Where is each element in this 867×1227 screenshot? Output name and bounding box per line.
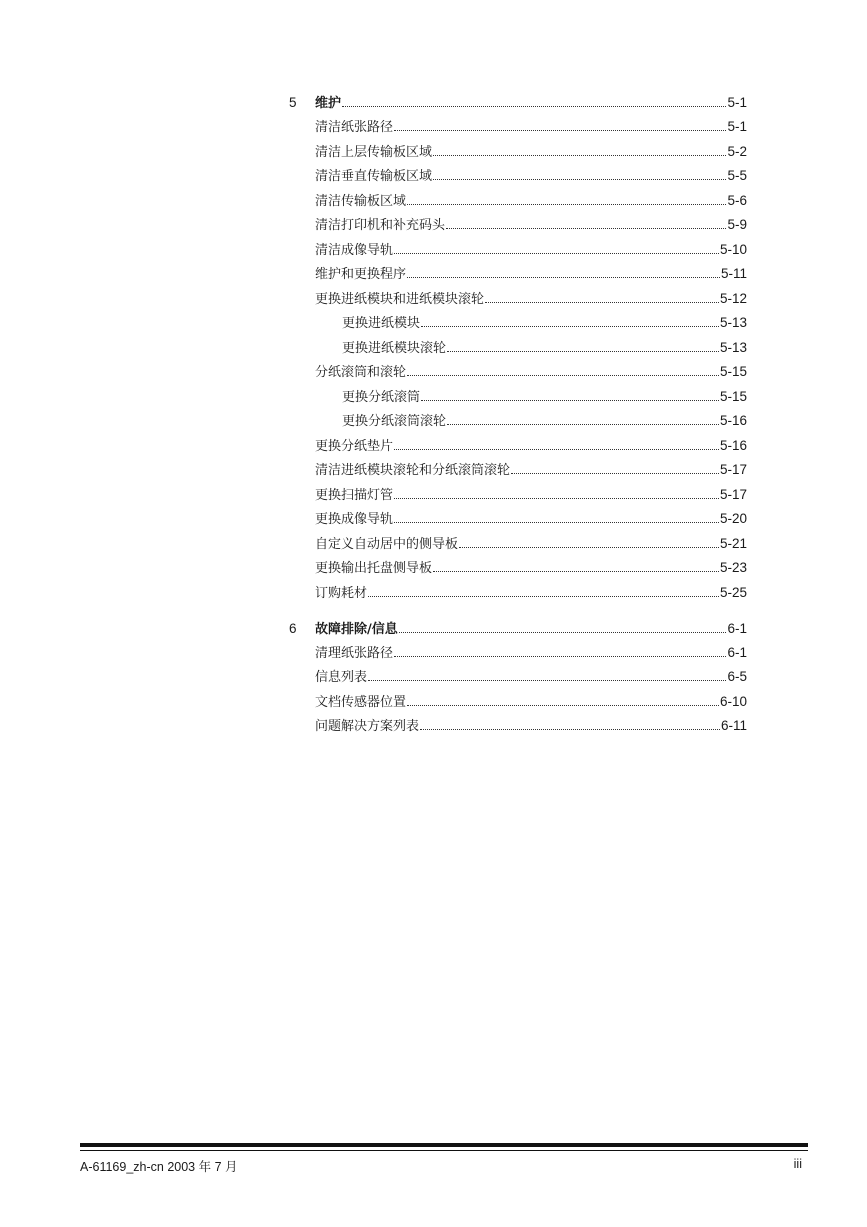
toc-entry[interactable] [315, 558, 747, 578]
toc-entry-page: 5-2 [727, 144, 747, 159]
toc-entry-title: 更换扫描灯管 [315, 488, 394, 503]
toc-entry-page: 5-9 [727, 217, 747, 232]
toc-entry-page: 5-21 [719, 536, 747, 551]
toc-entry-page: 5-5 [727, 168, 747, 183]
toc-entry-title: 自定义自动居中的侧导板 [315, 537, 459, 552]
toc-entry[interactable] [315, 142, 747, 162]
toc-entry-title: 故障排除/信息 [315, 622, 398, 637]
toc-entry-page: 6-11 [720, 718, 747, 733]
dot-leader [368, 595, 719, 597]
toc-entry[interactable] [315, 117, 747, 137]
toc-entry-title: 清洁纸张路径 [315, 120, 394, 135]
toc-subentry[interactable] [342, 338, 747, 358]
toc-entry-title: 分纸滚筒和滚轮 [315, 365, 407, 380]
toc-entry-page: 5-17 [719, 462, 747, 477]
dot-leader [485, 301, 719, 303]
chapter-number: 6 [289, 621, 297, 636]
toc-entry-page: 5-16 [719, 438, 747, 453]
toc-entry-title: 更换进纸模块和进纸模块滚轮 [315, 292, 485, 307]
footer-rule-thin [80, 1150, 808, 1151]
dot-leader [407, 374, 719, 376]
toc-entry-title: 维护 [315, 96, 342, 111]
toc-entry-page: 5-15 [719, 389, 747, 404]
toc-subentry[interactable] [342, 313, 747, 333]
toc-entry-title: 更换分纸滚筒 [342, 390, 421, 405]
toc-entry[interactable] [315, 362, 747, 382]
toc-entry-title: 清理纸张路径 [315, 646, 394, 661]
toc-entry-page: 5-10 [719, 242, 747, 257]
toc-entry[interactable] [315, 509, 747, 529]
toc-entry-page: 5-13 [719, 340, 747, 355]
toc-chapter-heading[interactable] [315, 93, 747, 113]
toc-entry[interactable] [315, 166, 747, 186]
dot-leader [368, 679, 726, 681]
dot-leader [433, 154, 726, 156]
toc-entry[interactable] [315, 692, 747, 712]
toc-entry-title: 清洁打印机和补充码头 [315, 218, 446, 233]
toc-entry[interactable] [315, 716, 747, 736]
toc-entry-title: 维护和更换程序 [315, 267, 407, 282]
toc-entry-title: 清洁垂直传输板区域 [315, 169, 433, 184]
toc-entry-title: 更换分纸垫片 [315, 439, 394, 454]
toc-entry-page: 6-5 [727, 669, 747, 684]
toc-entry[interactable] [315, 667, 747, 687]
dot-leader [420, 728, 720, 730]
toc-entry-title: 更换成像导轨 [315, 512, 394, 527]
toc-entry[interactable] [315, 460, 747, 480]
toc-entry-title: 清洁传输板区域 [315, 194, 407, 209]
dot-leader [407, 203, 726, 205]
toc-entry-page: 5-25 [719, 585, 747, 600]
dot-leader [394, 497, 719, 499]
toc-entry-title: 清洁进纸模块滚轮和分纸滚筒滚轮 [315, 463, 511, 478]
toc-entry-title: 更换进纸模块 [342, 316, 421, 331]
footer-page-number: iii [793, 1157, 802, 1171]
toc-entry[interactable] [315, 534, 747, 554]
toc-subentry[interactable] [342, 411, 747, 431]
toc-entry[interactable] [315, 485, 747, 505]
toc-entry[interactable] [315, 240, 747, 260]
dot-leader [433, 570, 719, 572]
dot-leader [399, 631, 727, 633]
toc-entry-title: 问题解决方案列表 [315, 719, 420, 734]
dot-leader [446, 227, 726, 229]
toc-entry[interactable] [315, 643, 747, 663]
toc-entry-page: 5-20 [719, 511, 747, 526]
dot-leader [394, 448, 719, 450]
toc-entry[interactable] [315, 215, 747, 235]
toc-entry-title: 更换分纸滚筒滚轮 [342, 414, 447, 429]
toc-entry[interactable] [315, 289, 747, 309]
toc-entry-title: 清洁成像导轨 [315, 243, 394, 258]
dot-leader [342, 105, 726, 107]
toc-entry-title: 订购耗材 [315, 586, 368, 601]
dot-leader [394, 521, 719, 523]
toc-entry[interactable] [315, 583, 747, 603]
toc-entry-page: 6-10 [719, 694, 747, 709]
toc-entry[interactable] [315, 436, 747, 456]
dot-leader [394, 252, 719, 254]
footer-document-id: A-61169_zh-cn 2003 年 7 月 [80, 1160, 238, 1174]
toc-entry[interactable] [315, 191, 747, 211]
dot-leader [394, 129, 726, 131]
toc-entry-title: 清洁上层传输板区域 [315, 145, 433, 160]
toc-entry-page: 6-1 [727, 645, 747, 660]
footer-rule [80, 1143, 808, 1147]
toc-entry-title: 更换输出托盘侧导板 [315, 561, 433, 576]
dot-leader [433, 178, 726, 180]
toc-entry[interactable] [315, 264, 747, 284]
dot-leader [421, 325, 719, 327]
toc-entry-page: 5-12 [719, 291, 747, 306]
toc-entry-title: 更换进纸模块滚轮 [342, 341, 447, 356]
dot-leader [394, 655, 726, 657]
toc-entry-page: 5-11 [720, 266, 747, 281]
dot-leader [407, 704, 719, 706]
toc-entry-page: 5-6 [727, 193, 747, 208]
dot-leader [407, 276, 720, 278]
toc-entry-page: 5-13 [719, 315, 747, 330]
toc-entry-page: 5-17 [719, 487, 747, 502]
dot-leader [421, 399, 719, 401]
toc-subentry[interactable] [342, 387, 747, 407]
toc-entry-title: 文档传感器位置 [315, 695, 407, 710]
toc-entry-page: 5-1 [727, 95, 747, 110]
toc-entry-page: 5-23 [719, 560, 747, 575]
toc-entry-page: 6-1 [727, 621, 747, 636]
toc-entry-page: 5-1 [727, 119, 747, 134]
dot-leader [447, 423, 719, 425]
dot-leader [459, 546, 719, 548]
toc-entry-page: 5-15 [719, 364, 747, 379]
dot-leader [511, 472, 719, 474]
toc-entry-page: 5-16 [719, 413, 747, 428]
toc-chapter-heading[interactable] [315, 619, 747, 639]
toc-entry-title: 信息列表 [315, 670, 368, 685]
chapter-number: 5 [289, 95, 297, 110]
dot-leader [447, 350, 719, 352]
